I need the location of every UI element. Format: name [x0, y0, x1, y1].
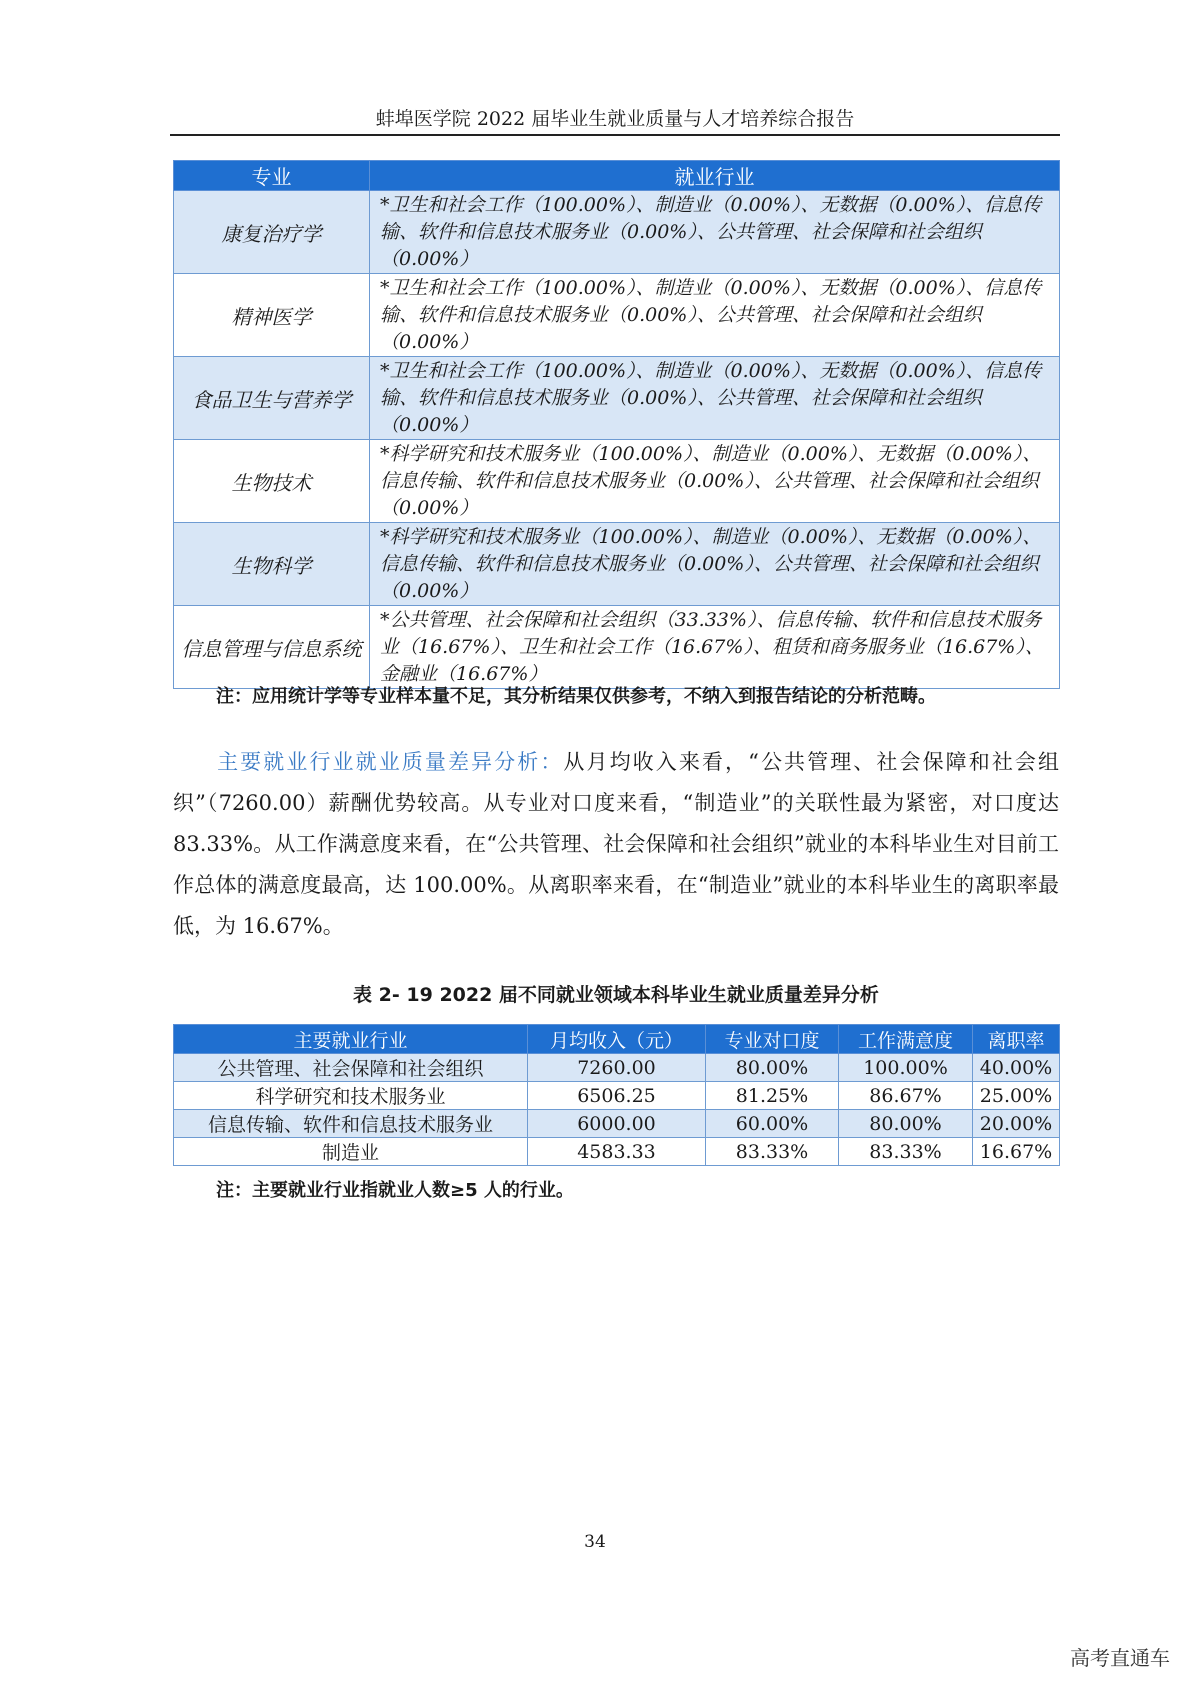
industry-cell: *科学研究和技术服务业（100.00%）、制造业（0.00%）、无数据（0.00%）、信息传输、软件和信息技术服务业（0.00%）、公共管理、社会保障和社会组织（0.00%）: [370, 440, 1060, 523]
satisfaction-cell: 86.67%: [839, 1082, 973, 1110]
major-cell: 生物科学: [174, 523, 370, 606]
table-row: [174, 523, 1060, 606]
match-cell: 80.00%: [706, 1054, 839, 1082]
income-cell: 7260.00: [528, 1054, 706, 1082]
table-row: [174, 1110, 1060, 1138]
analysis-body: 从月均收入来看，“公共管理、社会保障和社会组织”（7260.00）薪酬优势较高。从专业对口度来看，“制造业”的关联性最为紧密，对口度达 83.33%。从工作满意度来看，在“公共管理、社会保障和社会组织”就业的本科毕业生对目前工作总体的满意度最高，达 100.00%。从离职率来看，在“制造业”就业的本科毕业生的离职率最低，为 16.67%。: [173, 750, 1060, 938]
match-cell: 81.25%: [706, 1082, 839, 1110]
major-industry-table: [173, 160, 1060, 689]
match-cell: 60.00%: [706, 1110, 839, 1138]
page-header-title: 蚌埠医学院 2022 届毕业生就业质量与人才培养综合报告: [375, 108, 855, 130]
turnover-cell: 25.00%: [973, 1082, 1060, 1110]
major-cell: 生物技术: [174, 440, 370, 523]
turnover-cell: 16.67%: [973, 1138, 1060, 1166]
header-divider: [170, 134, 1060, 136]
page-number: 34: [584, 1532, 606, 1552]
watermark: 高考直通车: [1070, 1646, 1170, 1670]
industry-cell: *公共管理、社会保障和社会组织（33.33%）、信息传输、软件和信息技术服务业（16.67%）、卫生和社会工作（16.67%）、租赁和商务服务业（16.67%）、金融业（16.67%）: [370, 606, 1060, 689]
industry-cell: 科学研究和技术服务业: [174, 1082, 528, 1110]
table-row: [174, 1138, 1060, 1166]
table2-caption: 表 2- 19 2022 届不同就业领域本科毕业生就业质量差异分析: [353, 984, 879, 1006]
table-row: [174, 274, 1060, 357]
table-row: [174, 606, 1060, 689]
major-cell: 信息管理与信息系统: [174, 606, 370, 689]
income-cell: 4583.33: [528, 1138, 706, 1166]
major-cell: 精神医学: [174, 274, 370, 357]
industry-cell: 公共管理、社会保障和社会组织: [174, 1054, 528, 1082]
analysis-lead: 主要就业行业就业质量差异分析：: [217, 750, 564, 774]
industry-cell: 信息传输、软件和信息技术服务业: [174, 1110, 528, 1138]
column-header-match: 专业对口度: [706, 1025, 839, 1054]
income-cell: 6506.25: [528, 1082, 706, 1110]
turnover-cell: 20.00%: [973, 1110, 1060, 1138]
column-header-major: 专业: [174, 161, 370, 191]
table-row: [174, 191, 1060, 274]
turnover-cell: 40.00%: [973, 1054, 1060, 1082]
major-cell: 食品卫生与营养学: [174, 357, 370, 440]
table-row: [174, 1082, 1060, 1110]
analysis-paragraph: [173, 742, 1059, 947]
column-header-income: 月均收入（元）: [528, 1025, 706, 1054]
income-cell: 6000.00: [528, 1110, 706, 1138]
table-row: [174, 357, 1060, 440]
column-header-turnover: 离职率: [973, 1025, 1060, 1054]
table-header-row: [174, 161, 1060, 191]
industry-cell: *卫生和社会工作（100.00%）、制造业（0.00%）、无数据（0.00%）、信息传输、软件和信息技术服务业（0.00%）、公共管理、社会保障和社会组织（0.00%）: [370, 274, 1060, 357]
industry-cell: *科学研究和技术服务业（100.00%）、制造业（0.00%）、无数据（0.00%）、信息传输、软件和信息技术服务业（0.00%）、公共管理、社会保障和社会组织（0.00%）: [370, 523, 1060, 606]
column-header-industry: 主要就业行业: [174, 1025, 528, 1054]
column-header-satisfaction: 工作满意度: [839, 1025, 973, 1054]
table-row: [174, 1054, 1060, 1082]
table2-note: 注：主要就业行业指就业人数≥5 人的行业。: [216, 1180, 574, 1201]
industry-cell: *卫生和社会工作（100.00%）、制造业（0.00%）、无数据（0.00%）、信息传输、软件和信息技术服务业（0.00%）、公共管理、社会保障和社会组织（0.00%）: [370, 191, 1060, 274]
table1-note: 注：应用统计学等专业样本量不足，其分析结果仅供参考，不纳入到报告结论的分析范畴。: [216, 686, 936, 707]
column-header-industry: 就业行业: [370, 161, 1060, 191]
match-cell: 83.33%: [706, 1138, 839, 1166]
satisfaction-cell: 83.33%: [839, 1138, 973, 1166]
industry-cell: *卫生和社会工作（100.00%）、制造业（0.00%）、无数据（0.00%）、信息传输、软件和信息技术服务业（0.00%）、公共管理、社会保障和社会组织（0.00%）: [370, 357, 1060, 440]
satisfaction-cell: 100.00%: [839, 1054, 973, 1082]
industry-quality-table: [173, 1024, 1060, 1166]
major-cell: 康复治疗学: [174, 191, 370, 274]
satisfaction-cell: 80.00%: [839, 1110, 973, 1138]
industry-cell: 制造业: [174, 1138, 528, 1166]
table-row: [174, 440, 1060, 523]
table-header-row: [174, 1025, 1060, 1054]
